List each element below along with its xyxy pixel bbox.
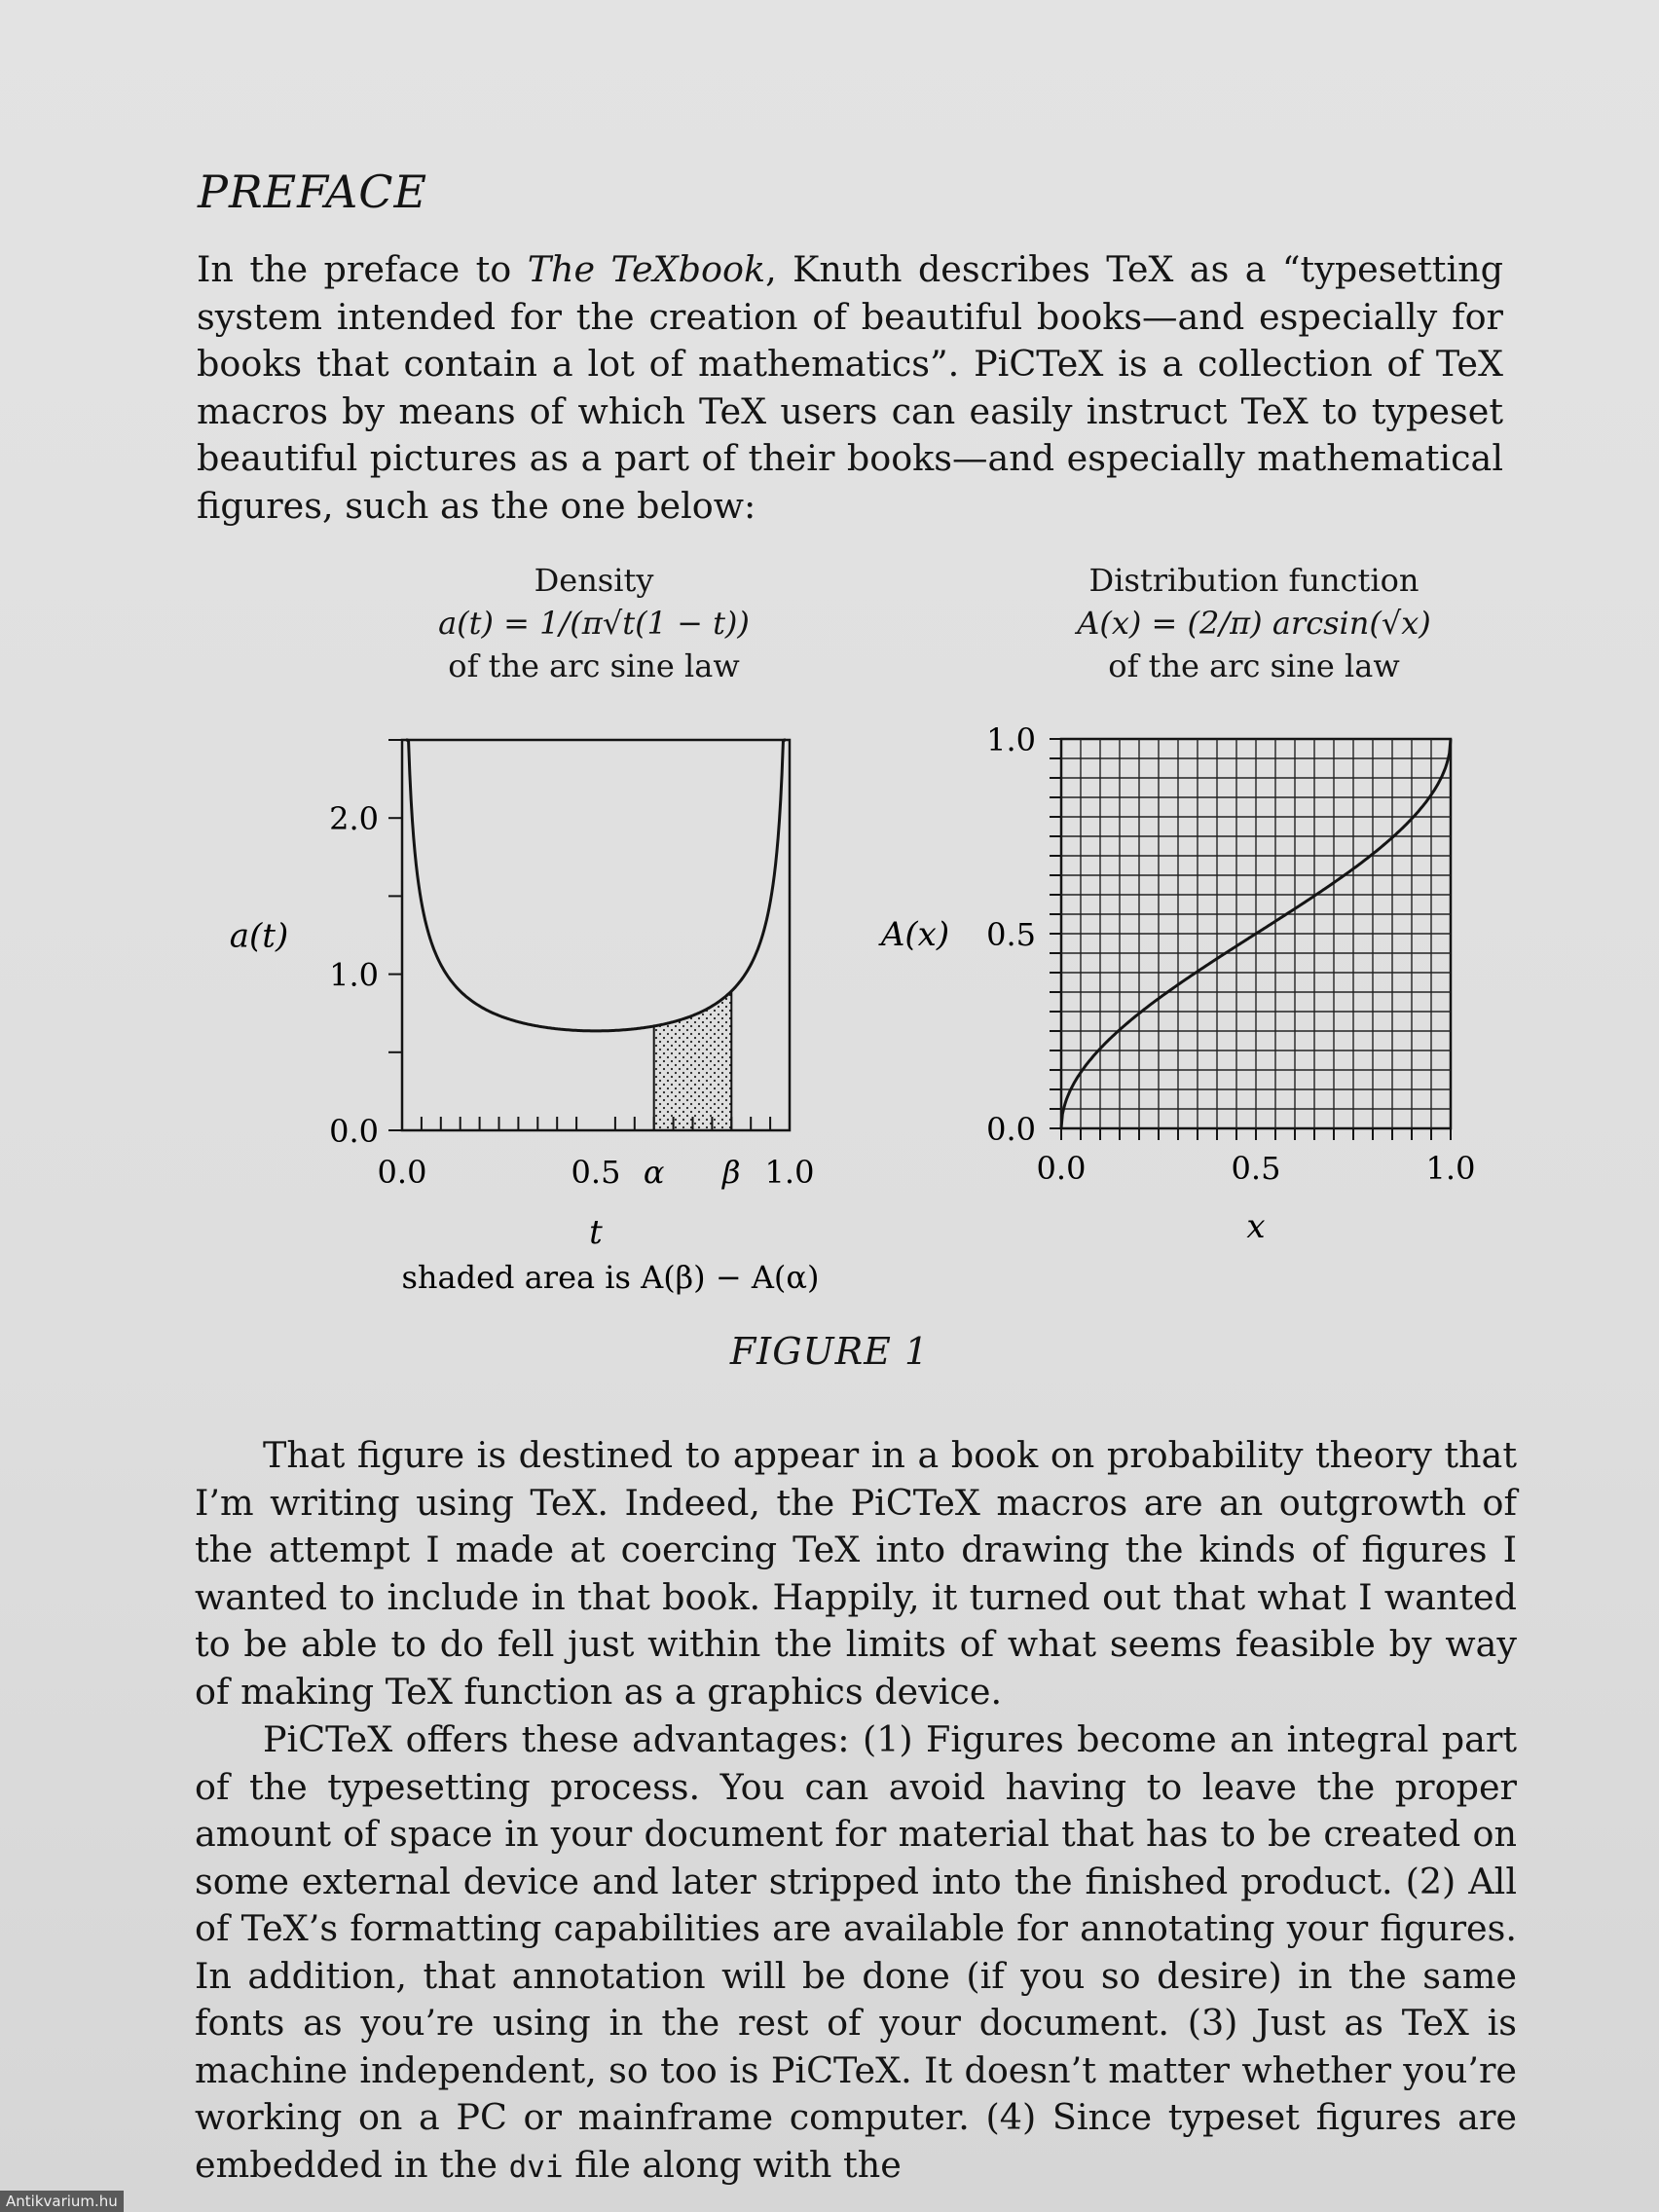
distribution-x-tick-label: 0.5 (1231, 1150, 1281, 1187)
intro-text-2: , Knuth describes TeX as a “typesetting system intended for the creation of beautiful books—and especially for books that contain a lot of mathematics”. PiCTeX is a collection of TeX macros by means of which TeX users can easily instruct TeX to typeset beautiful pictures as a part of their books—and especially mathematical figures, such as the one below: (197, 248, 1503, 527)
shaded-area (654, 991, 732, 1130)
distribution-y-tick-label: 0.0 (986, 1111, 1036, 1148)
paragraph-2: That figure is destined to appear in a book on probability theory that I’m writing using TeX. Indeed, the PiCTeX macros are an outgrowth of the attempt I made at coercing TeX into drawing the kinds of figures I wanted to include in that book. Happily, it turned out that what I wanted to be able to do fell just within the limits of what seems feasible by way of making TeX function as a graphics device. (195, 1434, 1517, 1713)
distribution-title: Distribution function (1088, 562, 1419, 599)
density-y-tick-label: 2.0 (329, 800, 379, 838)
paragraph-3 (195, 1716, 1517, 2191)
beta-label: β (722, 1154, 741, 1191)
distribution-x-tick-label: 0.0 (1036, 1150, 1087, 1187)
figure-label: FIGURE 1 (729, 1330, 930, 1373)
para3-text-1: PiCTeX offers these advantages: (1) Figures become an integral part of the typesetting process. You can avoid having to leave the proper amount of space in your document for material that has to be created on some external device and later stripped into the finished product. (2) All of TeX’s formatting capabilities are available for annotating your figures. In addition, that annotation will be done (if you so desire) in the same fonts as you’re using in the rest of your document. (3) Just as TeX is machine independent, so too is PiCTeX. It doesn’t matter whether you’re working on a PC or mainframe computer. (4) Since typeset figures are embedded in the (195, 1718, 1517, 2186)
distribution-x-axis-label: x (1246, 1207, 1266, 1246)
preface-heading: PREFACE (198, 166, 428, 218)
distribution-subtitle: of the arc sine law (1108, 647, 1400, 684)
density-y-tick-label: 0.0 (329, 1113, 379, 1150)
distribution-y-tick-label: 1.0 (986, 721, 1036, 758)
density-x-tick-label: 1.0 (764, 1154, 815, 1191)
density-y-axis-label: a(t) (229, 916, 289, 956)
distribution-formula: A(x) = (2/π) arcsin(√x) (1077, 605, 1431, 642)
distribution-x-tick-label: 1.0 (1425, 1150, 1476, 1187)
density-x-tick-label: 0.0 (377, 1154, 427, 1191)
density-subtitle: of the arc sine law (448, 647, 740, 684)
book-title: The TeXbook (527, 248, 766, 290)
density-title: Density (534, 562, 654, 599)
alpha-label: α (643, 1154, 665, 1191)
watermark: Antikvarium.hu (0, 2191, 124, 2212)
distribution-y-tick-label: 0.5 (986, 916, 1036, 953)
para3-text-2: file along with the (563, 2143, 902, 2186)
density-curve (406, 740, 786, 1031)
shaded-area-caption: shaded area is A(β) − A(α) (401, 1259, 820, 1296)
intro-text-1: In the preface to (197, 248, 528, 290)
density-y-tick-label: 1.0 (329, 956, 379, 994)
density-x-tick-label: 0.5 (571, 1154, 621, 1191)
distribution-y-axis-label: A(x) (880, 915, 950, 954)
density-formula: a(t) = 1/(π√t(1 − t)) (438, 605, 750, 642)
dvi-code: dvi (508, 2149, 564, 2185)
density-x-axis-label: t (589, 1213, 603, 1252)
